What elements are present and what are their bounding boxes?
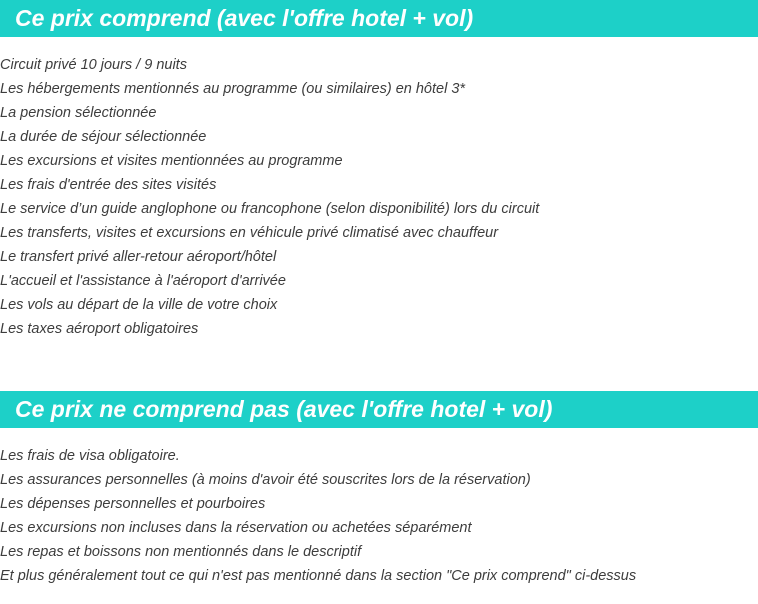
excludes-item: Les dépenses personnelles et pourboires: [0, 496, 266, 512]
includes-item: La pension sélectionnée: [0, 105, 157, 121]
excludes-item: Les excursions non incluses dans la réservation ou achetées séparément: [0, 520, 472, 536]
includes-item: Les transferts, visites et excursions en véhicule privé climatisé avec chauffeur: [0, 225, 499, 241]
includes-item: Le service d’un guide anglophone ou francophone (selon disponibilité) lors du circuit: [0, 201, 540, 217]
includes-list: [0, 53, 539, 341]
excludes-list: [0, 444, 636, 588]
excludes-item: Et plus généralement tout ce qui n'est pas mentionné dans la section "Ce prix comprend" ci-dessus: [0, 568, 637, 584]
includes-item: La durée de séjour sélectionnée: [0, 129, 207, 145]
includes-item: Les frais d'entrée des sites visités: [0, 177, 217, 193]
includes-item: L'accueil et l'assistance à l'aéroport d'arrivée: [0, 273, 286, 289]
includes-item: Circuit privé 10 jours / 9 nuits: [0, 57, 187, 73]
excludes-item: Les repas et boissons non mentionnés dans le descriptif: [0, 544, 362, 560]
excludes-section-title: Ce prix ne comprend pas (avec l'offre hotel + vol): [0, 391, 758, 428]
excludes-item: Les assurances personnelles (à moins d'avoir été souscrites lors de la réservation): [0, 472, 531, 488]
excludes-item: Les frais de visa obligatoire.: [0, 448, 180, 464]
includes-item: Les hébergements mentionnés au programme (ou similaires) en hôtel 3*: [0, 81, 466, 97]
includes-item: Les excursions et visites mentionnées au programme: [0, 153, 343, 169]
includes-item: Les taxes aéroport obligatoires: [0, 321, 199, 337]
includes-item: Le transfert privé aller-retour aéroport/hôtel: [0, 249, 277, 265]
includes-section-title: Ce prix comprend (avec l'offre hotel + vol): [0, 0, 758, 37]
includes-item: Les vols au départ de la ville de votre choix: [0, 297, 278, 313]
